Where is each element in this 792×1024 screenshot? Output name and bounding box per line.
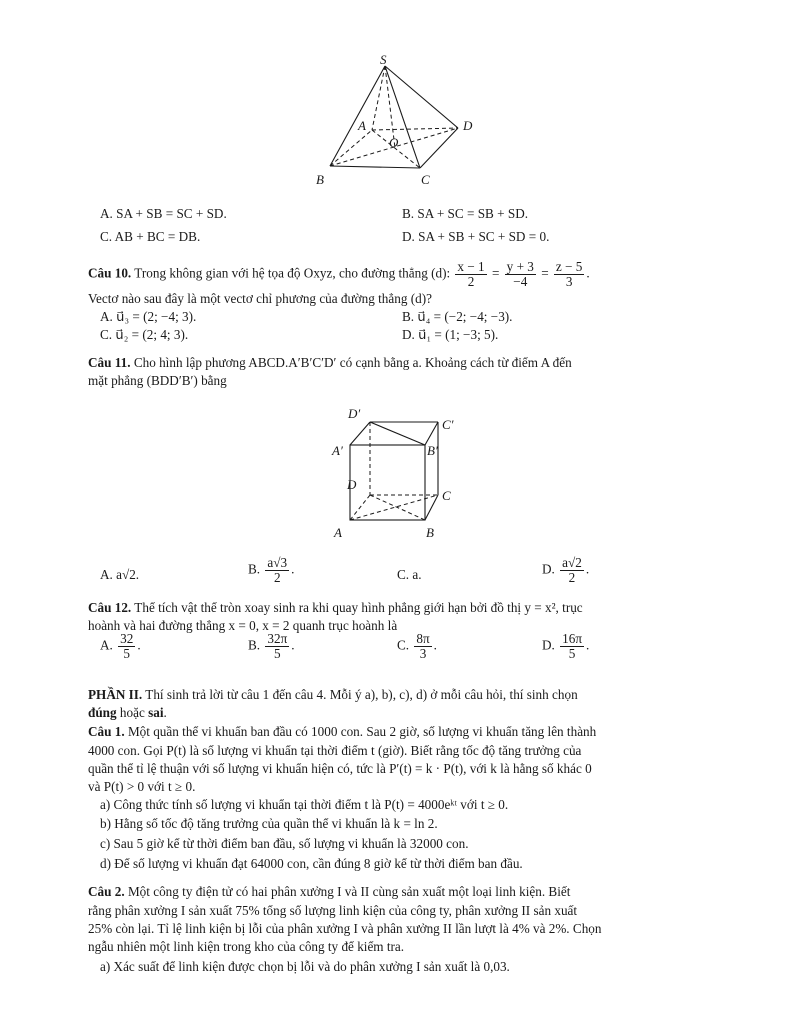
q10-option-c: C. u⃗₂ = (2; 4; 3). <box>100 327 189 342</box>
cube-label-cp: C′ <box>442 417 454 432</box>
cube-label-bp: B′ <box>427 443 438 458</box>
part2-intro-1: Thí sinh trả lời từ câu 1 đến câu 4. Mỗi ý a), b), c), d) ở mỗi câu hỏi, thí sinh chọn <box>145 687 578 702</box>
q11-label: Câu 11. <box>88 355 131 370</box>
q12-option-b: B. $\frac{32\pi}{5}$ . <box>248 631 295 661</box>
q10-fraction-z: $\frac{z - 5}{3}$ <box>555 259 583 289</box>
part2-title: PHẦN II. <box>88 687 143 702</box>
q12-text-1: Thể tích vật thể tròn xoay sinh ra khi quay hình phẳng giới hạn bởi đồ thị y = x², trục <box>134 600 583 615</box>
q12-label: Câu 12. <box>88 600 132 615</box>
p2q1-item-a: a) Công thức tính số lượng vi khuẩn tại thời điểm t là P(t) = 4000eᵏᵗ với t ≥ 0. <box>100 797 509 812</box>
q10-fraction-y: $\frac{y + 3}{-4}$ <box>506 259 534 289</box>
q11-option-b: B. $\frac{a√3}{2}$ . <box>248 555 295 585</box>
p2q2-line-3: 25% còn lại. Tỉ lệ linh kiện bị lỗi của phân xưởng I và phân xưởng II lần lượt là 4% và 2%. Chọn <box>88 921 602 936</box>
pyramid-label-a: A <box>358 118 366 133</box>
q10-label: Câu 10. <box>88 265 132 281</box>
q12-line-2: hoành và hai đường thẳng x = 0, x = 2 quanh trục hoành là <box>88 618 398 633</box>
q9-option-b: B. SA + SC = SB + SD. <box>402 206 529 221</box>
p2q1-item-b: b) Hằng số tốc độ tăng trưởng của quần thể vi khuẩn là k = ln 2. <box>100 816 438 831</box>
cube-label-ap: A′ <box>332 443 343 458</box>
q10-fraction-x: $\frac{x - 1}{2}$ <box>457 259 485 289</box>
q10-line-1: Câu 10. Trong không gian với hệ tọa độ Oxyz, cho đường thẳng (d): $\frac{x - 1}{2}$ = $\frac{y + 3}{-4}$ = $\frac{z - 5}{3}$ . <box>88 259 590 289</box>
q11-option-a: A. a√2. <box>100 567 140 582</box>
q12-option-d: D. $\frac{16\pi}{5}$ . <box>542 631 590 661</box>
p2q1-label: Câu 1. <box>88 724 125 739</box>
q10-option-a: A. u⃗₃ = (2; −4; 3). <box>100 309 197 324</box>
q12-line-1 <box>88 600 583 616</box>
q11-line-1 <box>88 355 572 371</box>
p2q1-line-4: và P(t) > 0 với t ≥ 0. <box>88 779 196 794</box>
p2q2-line-4: ngẫu nhiên một linh kiện trong kho của công ty để kiểm tra. <box>88 939 405 954</box>
q11-option-c: C. a. <box>397 567 422 582</box>
p2q2-item-a: a) Xác suất để linh kiện được chọn bị lỗi và do phân xưởng I sản xuất là 0,03. <box>100 959 510 974</box>
q12-option-a: A. $\frac{32}{5}$ . <box>100 631 141 661</box>
q11-option-d: D. $\frac{a√2}{2}$ . <box>542 555 590 585</box>
q10-line-2: Vectơ nào sau đây là một vectơ chỉ phương của đường thẳng (d)? <box>88 291 432 306</box>
cube-label-b: B <box>426 525 434 540</box>
cube-label-dp: D′ <box>348 406 361 421</box>
p2q1-line-3: quần thể tỉ lệ thuận với số lượng vi khuẩn hiện có, tức là P′(t) = k · P(t), với k là hằng số khác 0 <box>88 761 592 776</box>
q12-option-c: C. $\frac{8\pi}{3}$ . <box>397 631 437 661</box>
p2q1-line-1: Câu 1. Một quần thể vi khuẩn ban đầu có 1000 con. Sau 2 giờ, số lượng vi khuẩn tăng lên thành <box>88 724 597 739</box>
p2q2-line-2: rằng phân xưởng I sản xuất 75% tổng số lượng linh kiện của công ty, phân xưởng II sản xuất <box>88 903 578 918</box>
cube-label-a: A <box>334 525 342 540</box>
part2-intro-line-1 <box>88 687 578 703</box>
part2-intro-line-2: đúng hoặc sai. <box>88 705 167 720</box>
pyramid-label-b: B <box>316 172 324 187</box>
q9-option-c: C. AB + BC = DB. <box>100 229 201 244</box>
cube-label-c: C <box>442 488 451 503</box>
pyramid-label-d: D <box>463 118 473 133</box>
q9-option-d: D. SA + SB + SC + SD = 0. <box>402 229 550 244</box>
q11-text-1: Cho hình lập phương ABCD.A′B′C′D′ có cạnh bằng a. Khoảng cách từ điểm A đến <box>133 355 572 370</box>
p2q1-item-d: d) Để số lượng vi khuẩn đạt 64000 con, cần đúng 8 giờ kể từ thời điểm ban đầu. <box>100 856 523 871</box>
p2q1-item-c: c) Sau 5 giờ kể từ thời điểm ban đầu, số lượng vi khuẩn là 32000 con. <box>100 836 469 851</box>
q11-line-2: mặt phẳng (BDD′B′) bằng <box>88 373 227 388</box>
p2q1-line-2: 4000 con. Gọi P(t) là số lượng vi khuẩn tại thời điểm t (giờ). Biết rằng tốc độ tăng trưởng của <box>88 743 582 758</box>
q9-option-a: A. SA + SB = SC + SD. <box>100 206 227 221</box>
pyramid-figure <box>310 48 480 193</box>
p2q2-label: Câu 2. <box>88 884 125 899</box>
cube-label-d: D <box>347 477 357 492</box>
pyramid-label-c: C <box>421 172 430 187</box>
p2q2-line-1: Câu 2. Một công ty điện tử có hai phân xưởng I và II cùng sản xuất một loại linh kiện. Biết <box>88 884 571 899</box>
pyramid-label-s: S <box>380 52 387 67</box>
q10-option-d: D. u⃗₁ = (1; −3; 5). <box>402 327 499 342</box>
q10-option-b: B. u⃗₄ = (−2; −4; −3). <box>402 309 513 324</box>
pyramid-label-o: O <box>389 135 399 150</box>
cube-figure <box>340 410 450 535</box>
q10-text-1: Trong không gian với hệ tọa độ Oxyz, cho đường thẳng (d): <box>134 265 451 281</box>
